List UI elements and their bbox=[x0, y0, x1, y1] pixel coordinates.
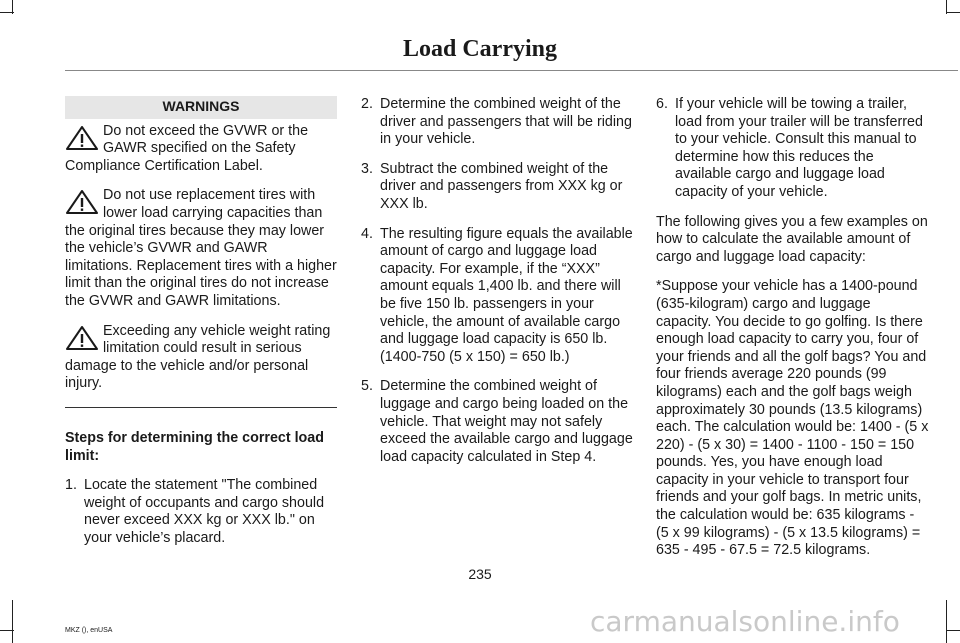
list-item bbox=[361, 161, 633, 214]
step-text: Locate the statement "The combined weight of occupants and cargo should never exceed XXX kg or XXX lb." on your vehicle’s placard. bbox=[84, 477, 325, 546]
crop-mark bbox=[946, 12, 960, 13]
page-title: Load Carrying bbox=[402, 36, 557, 62]
warning-item bbox=[65, 187, 337, 310]
list-item bbox=[656, 96, 929, 202]
step-number: 6. bbox=[656, 96, 668, 112]
example-paragraph: *Suppose your vehicle has a 1400-pound (635-kilogram) cargo and luggage capacity. You decide to go golfing. Is there enough load capacity to carry you, four of your friends and all the golf bags? You and four friends average 220 pounds (99 kilograms) each and the golf bags weigh approximately 30 pounds (13.5 kilograms) each. The calculation would be: 1400 - (5 x 220) - (5 x 30) = 1400 - 1100 - 150 = 150 pounds. Yes, you have enough load capacity in your vehicle to transport four friends and your golf bags. In metric units, the calculation would be: 635 kilograms - (5 x 99 kilograms) - (5 x 13.5 kilograms) = 635 - 495 - 67.5 = 72.5 kilograms. bbox=[656, 278, 929, 559]
warning-text: Do not exceed the GVWR or the GAWR specified on the Safety Compliance Certification Label. bbox=[65, 122, 309, 174]
step-number: 4. bbox=[361, 225, 373, 242]
crop-mark bbox=[946, 630, 960, 631]
column-left bbox=[65, 96, 337, 559]
step-text: Determine the combined weight of luggage and cargo being loaded on the vehicle. That weight may not safely exceed the available cargo and luggage load capacity calculated in Step 4. bbox=[380, 378, 633, 465]
warning-text: Do not use replacement tires with lower load carrying capacities than the original tires because they may lower the vehicle’s GVWR and GAWR limitations. Replacement tires with a higher limit than the original tires do not increase the GVWR and GAWR limitations. bbox=[65, 187, 337, 309]
list-item bbox=[361, 96, 633, 149]
steps-list bbox=[65, 477, 337, 547]
step-number: 1. bbox=[65, 477, 77, 494]
list-item bbox=[361, 378, 633, 466]
watermark-logo: carmanualsonline.info bbox=[590, 605, 900, 638]
header-divider bbox=[65, 70, 958, 71]
warning-item bbox=[65, 323, 337, 393]
crop-mark bbox=[946, 600, 947, 643]
step-text: Determine the combined weight of the driver and passengers that will be riding in your vehicle. bbox=[380, 96, 632, 148]
list-item bbox=[65, 477, 337, 547]
column-right bbox=[656, 96, 929, 572]
step-number: 3. bbox=[361, 160, 373, 177]
warning-triangle-icon bbox=[65, 325, 99, 351]
steps-list bbox=[361, 96, 633, 466]
intro-paragraph: The following gives you a few examples on how to calculate the available amount of cargo and luggage load capacity: bbox=[656, 213, 928, 265]
crop-mark bbox=[0, 630, 14, 631]
warning-text: Exceeding any vehicle weight rating limitation could result in serious damage to the vehicle and/or personal injury. bbox=[65, 322, 331, 392]
list-item bbox=[361, 226, 633, 367]
steps-list bbox=[656, 96, 929, 202]
crop-mark bbox=[12, 600, 13, 643]
step-text: If your vehicle will be towing a trailer, load from your trailer will be transferred to your vehicle. Consult this manual to determine how this reduces the available cargo and luggage load capacity of your vehicle. bbox=[675, 96, 923, 200]
step-number: 5. bbox=[361, 378, 373, 395]
steps-heading: Steps for determining the correct load limit: bbox=[65, 429, 324, 464]
warning-item bbox=[65, 123, 337, 176]
footer-code: MKZ (), enUSA bbox=[65, 627, 113, 634]
step-text: Subtract the combined weight of the driver and passengers from XXX kg or XXX lb. bbox=[380, 160, 623, 212]
page-number: 235 bbox=[468, 566, 492, 582]
warning-triangle-icon bbox=[65, 189, 99, 215]
crop-mark bbox=[0, 12, 14, 13]
section-divider bbox=[65, 407, 337, 408]
column-middle bbox=[361, 96, 633, 478]
warning-triangle-icon bbox=[65, 125, 99, 151]
step-text: The resulting figure equals the available amount of cargo and luggage load capacity. For example, if the “XXX” amount equals 1,400 lb. and there will be five 150 lb. passengers in your vehicle, the amount of available cargo and luggage load capacity is 650 lb. (1400-750 (5 x 150) = 650 lb.) bbox=[380, 225, 633, 365]
warnings-heading: WARNINGS bbox=[65, 96, 337, 119]
step-number: 2. bbox=[361, 96, 373, 112]
